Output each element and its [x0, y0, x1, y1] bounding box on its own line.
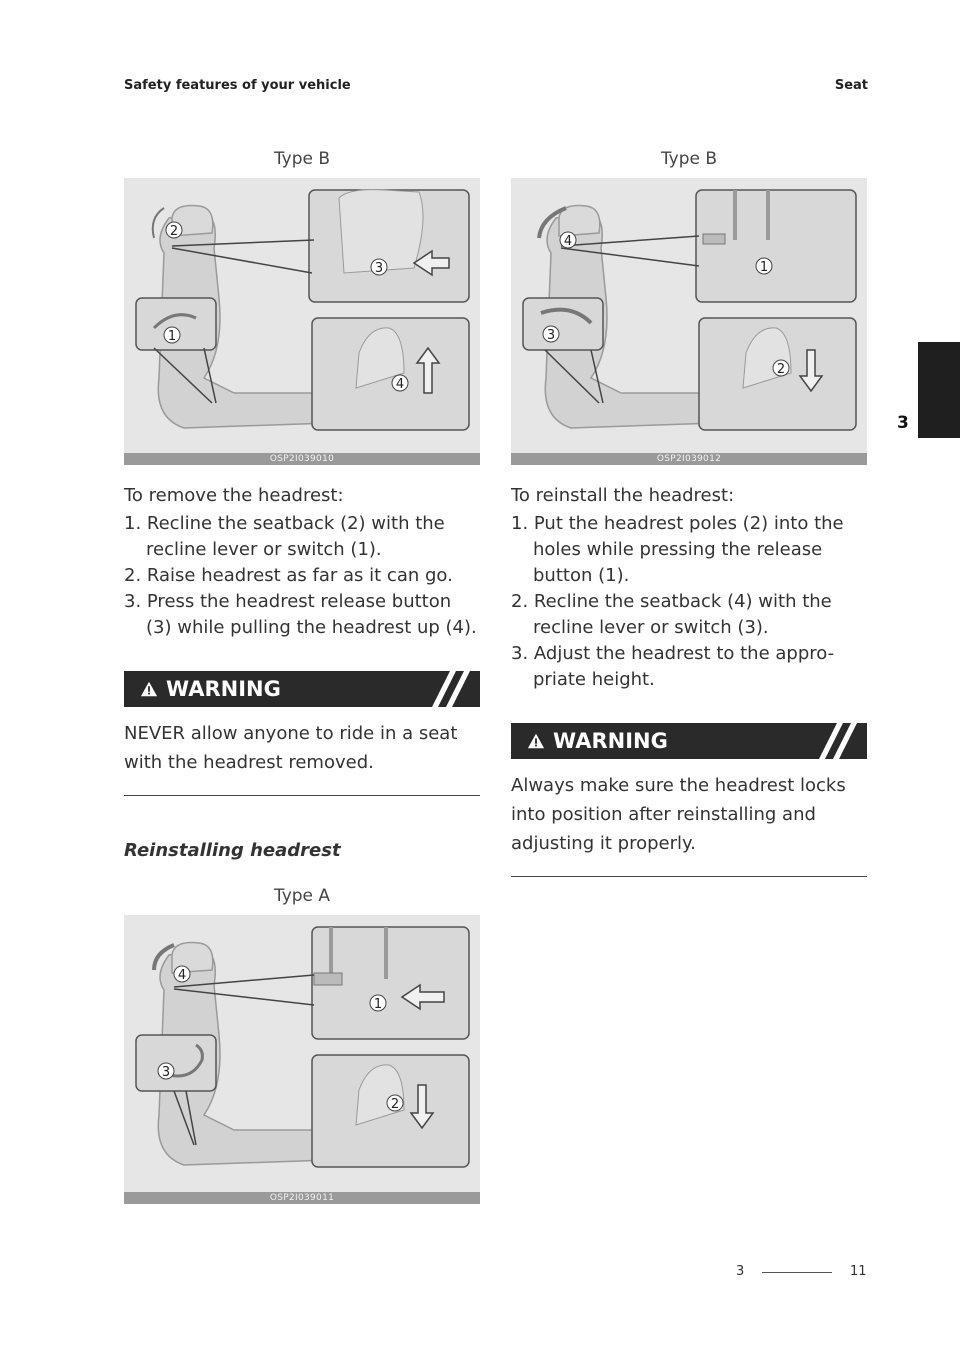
warning-banner — [511, 723, 867, 759]
figure-type-label: Type A — [273, 886, 331, 906]
chapter-tab — [918, 342, 960, 438]
remove-intro: To remove the headrest: — [124, 485, 344, 506]
remove-steps — [124, 511, 480, 641]
callout-number: 2 — [169, 224, 179, 239]
callout-number: 3 — [161, 1065, 171, 1080]
seat-illustration — [124, 178, 480, 453]
callout-number: 1 — [167, 329, 177, 344]
callout-number: 2 — [390, 1097, 400, 1112]
running-header-section: Safety features of your vehicle — [124, 78, 351, 93]
step-item: 2. Raise headrest as far as it can go. — [124, 565, 453, 586]
reinstall-type-b-figure — [511, 178, 867, 465]
callout-number: 4 — [395, 377, 405, 392]
warning-banner — [124, 671, 480, 707]
section-subheading: Reinstalling headrest — [124, 840, 341, 861]
callout-number: 4 — [177, 968, 187, 983]
warning-triangle-icon — [527, 732, 545, 750]
figure-type-label: Type B — [273, 149, 331, 169]
figure-code: OSP2I039012 — [511, 453, 867, 465]
right-column — [511, 140, 867, 877]
warning-triangle-icon — [140, 680, 158, 698]
figure-type-label: Type B — [660, 149, 718, 169]
step-item: 3. Press the headrest release button (3) while pulling the headrest up (4). — [124, 591, 477, 638]
warning-text: NEVER allow anyone to ride in a seat with the headrest removed. — [124, 723, 458, 773]
running-header-topic: Seat — [834, 78, 868, 93]
footer-divider — [762, 1272, 832, 1273]
callout-number: 2 — [776, 362, 786, 377]
reinstall-type-a-figure — [124, 915, 480, 1204]
warning-title: WARNING — [553, 729, 668, 753]
seat-illustration — [511, 178, 866, 453]
chapter-tab-number: 3 — [897, 413, 909, 433]
figure-code: OSP2I039011 — [124, 1192, 480, 1204]
warning-stripes-icon — [813, 723, 859, 759]
callout-number: 1 — [373, 997, 383, 1012]
step-item: 1. Recline the seatback (2) with the recline lever or switch (1). — [124, 513, 445, 560]
figure-code: OSP2I039010 — [124, 453, 480, 465]
warning-text: Always make sure the headrest locks into position after reinstalling and adjusting it properly. — [511, 775, 846, 854]
divider — [511, 876, 867, 877]
step-item: 1. Put the headrest poles (2) into the holes while pressing the release button (1). — [511, 513, 844, 586]
step-item: 3. Adjust the headrest to the appro- priate height. — [511, 643, 835, 690]
footer-chapter: 3 — [736, 1264, 745, 1279]
warning-title: WARNING — [166, 677, 281, 701]
callout-number: 1 — [759, 260, 769, 275]
reinstall-intro: To reinstall the headrest: — [511, 485, 735, 506]
left-column — [124, 140, 480, 1204]
remove-headrest-figure — [124, 178, 480, 465]
callout-number: 3 — [546, 328, 556, 343]
divider — [124, 795, 480, 796]
reinstall-steps — [511, 511, 867, 693]
step-item: 2. Recline the seatback (4) with the recline lever or switch (3). — [511, 591, 832, 638]
footer-page-number: 11 — [850, 1264, 867, 1279]
warning-stripes-icon — [426, 671, 472, 707]
seat-illustration — [124, 915, 480, 1192]
callout-number: 4 — [563, 234, 573, 249]
callout-number: 3 — [374, 261, 384, 276]
